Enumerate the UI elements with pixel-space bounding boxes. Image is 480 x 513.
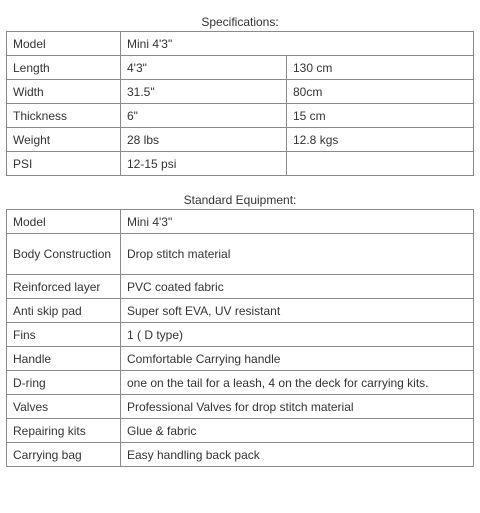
- equip-label: D-ring: [7, 371, 121, 395]
- equip-value: Easy handling back pack: [121, 443, 474, 467]
- equipment-section: [0, 191, 480, 467]
- equip-label: Repairing kits: [7, 419, 121, 443]
- equip-label: Body Construction: [7, 234, 121, 275]
- table-row: [7, 395, 474, 419]
- table-row: [7, 419, 474, 443]
- specifications-title: Specifications:: [201, 15, 279, 29]
- equip-value: PVC coated fabric: [121, 275, 474, 299]
- equip-label: Anti skip pad: [7, 299, 121, 323]
- spec-label-weight: Weight: [7, 128, 121, 152]
- spec-imperial-weight: 28 lbs: [121, 128, 287, 152]
- spec-label-psi: PSI: [7, 152, 121, 176]
- equipment-title: Standard Equipment:: [183, 193, 297, 207]
- spec-imperial-psi: 12-15 psi: [121, 152, 287, 176]
- equip-value: Mini 4'3": [121, 210, 474, 234]
- spec-metric-weight: 12.8 kgs: [287, 128, 474, 152]
- table-row: [7, 210, 474, 234]
- spec-metric-width: 80cm: [287, 80, 474, 104]
- spec-metric-length: 130 cm: [287, 56, 474, 80]
- equip-label: Handle: [7, 347, 121, 371]
- spec-label-width: Width: [7, 80, 121, 104]
- table-row: [7, 371, 474, 395]
- table-row: [7, 32, 474, 56]
- equip-value: Comfortable Carrying handle: [121, 347, 474, 371]
- spec-value-model: Mini 4'3": [121, 32, 474, 56]
- specifications-section: [0, 13, 480, 176]
- table-row: [7, 299, 474, 323]
- equip-value: one on the tail for a leash, 4 on the deck for carrying kits.: [121, 371, 474, 395]
- equip-label: Carrying bag: [7, 443, 121, 467]
- table-row: [7, 56, 474, 80]
- equip-label: Fins: [7, 323, 121, 347]
- equipment-table: [6, 209, 474, 467]
- table-row: [7, 323, 474, 347]
- table-row: [7, 80, 474, 104]
- equip-value: Super soft EVA, UV resistant: [121, 299, 474, 323]
- table-row: [7, 152, 474, 176]
- equip-label: Reinforced layer: [7, 275, 121, 299]
- equip-value: Glue & fabric: [121, 419, 474, 443]
- spec-metric-psi: [287, 152, 474, 176]
- table-row: [7, 128, 474, 152]
- table-row: [7, 104, 474, 128]
- equip-label: Model: [7, 210, 121, 234]
- table-row: [7, 443, 474, 467]
- equip-value: Drop stitch material: [121, 234, 474, 275]
- equip-value: 1 ( D type): [121, 323, 474, 347]
- spec-metric-thickness: 15 cm: [287, 104, 474, 128]
- spec-label-thickness: Thickness: [7, 104, 121, 128]
- spec-label-model: Model: [7, 32, 121, 56]
- table-row: [7, 234, 474, 275]
- equip-label: Valves: [7, 395, 121, 419]
- spec-imperial-width: 31.5": [121, 80, 287, 104]
- spec-imperial-length: 4'3": [121, 56, 287, 80]
- table-row: [7, 347, 474, 371]
- equip-value: Professional Valves for drop stitch material: [121, 395, 474, 419]
- spec-imperial-thickness: 6": [121, 104, 287, 128]
- specifications-table: [6, 31, 474, 176]
- spec-label-length: Length: [7, 56, 121, 80]
- table-row: [7, 275, 474, 299]
